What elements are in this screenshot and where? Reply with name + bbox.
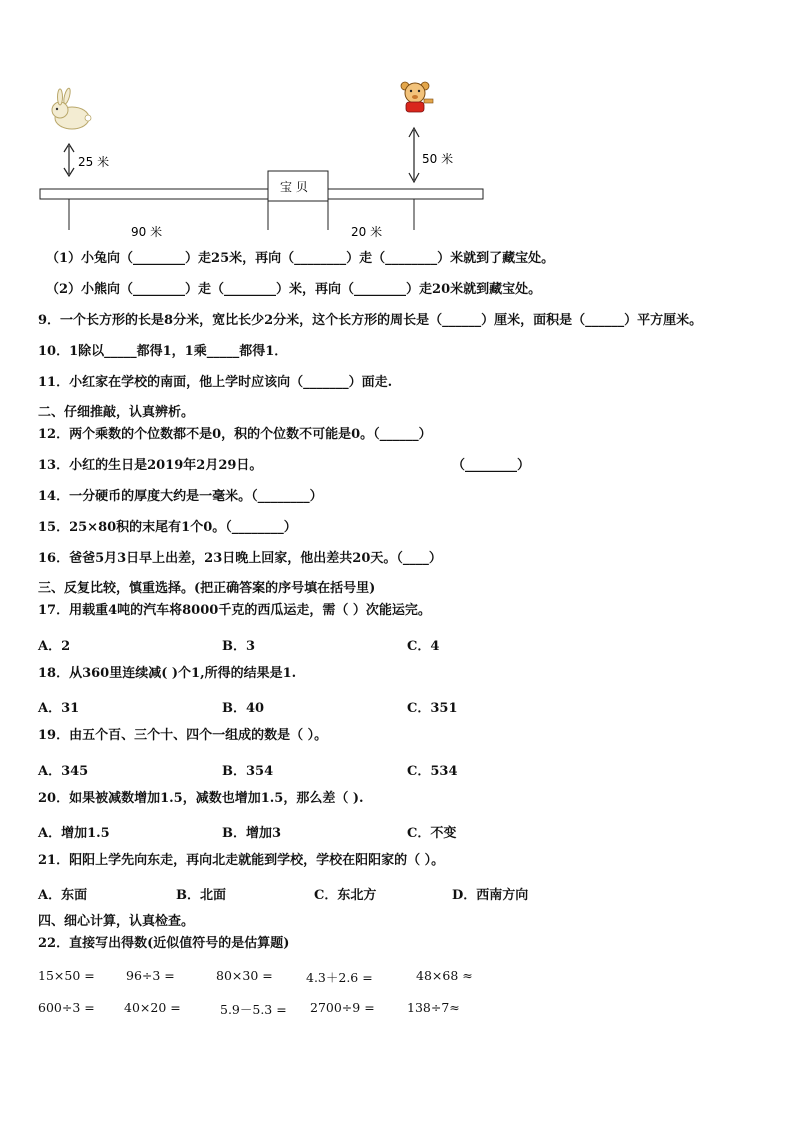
q17-option-b: B．3: [222, 639, 256, 654]
question-13-blank: （________）: [452, 458, 531, 473]
question-14: 14．一分硬币的厚度大约是一毫米。（________）: [38, 489, 323, 504]
calc-item: 96÷3 =: [126, 968, 175, 983]
question-19: 19．由五个百、三个十、四个一组成的数是（ ）。: [38, 728, 328, 743]
question-15: 15．25×80积的末尾有1个0。（________）: [38, 520, 297, 535]
question-17: 17．用载重4吨的汽车将8000千克的西瓜运走，需（ ）次能运完。: [38, 603, 431, 618]
q21-option-d: D．西南方向: [452, 888, 529, 903]
question-18: 18．从360里连续减( )个1,所得的结果是1.: [38, 666, 297, 681]
question-22: 22．直接写出得数(近似值符号的是估算题): [38, 936, 290, 951]
q17-option-c: C．4: [407, 639, 440, 654]
question-8-2: （2）小熊向（________）走（________）米，再向（________）走20米就到藏宝处。: [46, 282, 542, 297]
question-16: 16．爸爸5月3日早上出差，23日晚上回家，他出差共20天。（____）: [38, 551, 442, 566]
question-20: 20．如果被减数增加1.5，减数也增加1.5，那么差（ ).: [38, 791, 364, 806]
right-segment-label: 20 米: [351, 225, 383, 239]
q19-option-a: A．345: [38, 764, 89, 779]
q17-option-a: A．2: [38, 639, 71, 654]
rabbit-distance-arrow: [64, 144, 74, 176]
calc-item: 4.3＋2.6 =: [306, 970, 373, 985]
question-12: 12．两个乘数的个位数都不是0，积的个位数不可能是0。（______）: [38, 427, 432, 442]
rabbit-icon: [52, 88, 91, 129]
q20-option-c: C．不变: [407, 826, 457, 841]
q21-option-a: A．东面: [38, 888, 88, 903]
q20-option-a: A．增加1.5: [38, 826, 110, 841]
calc-item: 40×20 =: [124, 1000, 181, 1015]
question-11: 11．小红家在学校的南面，他上学时应该向（_______）面走.: [38, 375, 393, 390]
q18-option-b: B．40: [222, 701, 265, 716]
calc-item: 80×30 =: [216, 968, 273, 983]
q18-option-a: A．31: [38, 701, 80, 716]
calc-item: 15×50 =: [38, 968, 95, 983]
q20-option-b: B．增加3: [222, 826, 282, 841]
bear-distance-arrow: [409, 128, 419, 182]
q19-option-b: B．354: [222, 764, 274, 779]
question-13: 13．小红的生日是2019年2月29日。: [38, 458, 263, 473]
q19-option-c: C．534: [407, 764, 458, 779]
treasure-map-diagram: [0, 0, 794, 250]
question-8-1: （1）小兔向（________）走25米，再向（________）走（________）米就到了藏宝处。: [46, 251, 555, 266]
calc-item: 5.9－5.3 =: [220, 1002, 287, 1017]
calc-item: 2700÷9 =: [310, 1000, 375, 1015]
calc-item: 600÷3 =: [38, 1000, 95, 1015]
q21-option-c: C．东北方: [314, 888, 377, 903]
rabbit-distance-label: 25 米: [78, 155, 110, 169]
section-2-heading: 二、仔细推敲，认真辨析。: [38, 405, 195, 420]
q21-option-b: B．北面: [176, 888, 226, 903]
left-segment-label: 90 米: [131, 225, 163, 239]
question-10: 10．1除以_____都得1，1乘_____都得1．: [38, 344, 288, 359]
treasure-label: 宝 贝: [280, 180, 308, 194]
road: [40, 189, 483, 199]
question-21: 21．阳阳上学先向东走，再向北走就能到学校，学校在阳阳家的（ ）。: [38, 853, 445, 868]
bear-distance-label: 50 米: [422, 152, 454, 166]
section-4-heading: 四、细心计算，认真检查。: [38, 914, 195, 929]
section-3-heading: 三、反复比较，慎重选择。(把正确答案的序号填在括号里): [38, 581, 376, 596]
bear-icon: [401, 82, 433, 112]
calc-item: 138÷7≈: [407, 1000, 460, 1015]
question-9: 9．一个长方形的长是8分米，宽比长少2分米，这个长方形的周长是（______）厘米，面积是（______）平方厘米。: [38, 313, 703, 328]
calc-item: 48×68 ≈: [416, 968, 473, 983]
q18-option-c: C．351: [407, 701, 458, 716]
